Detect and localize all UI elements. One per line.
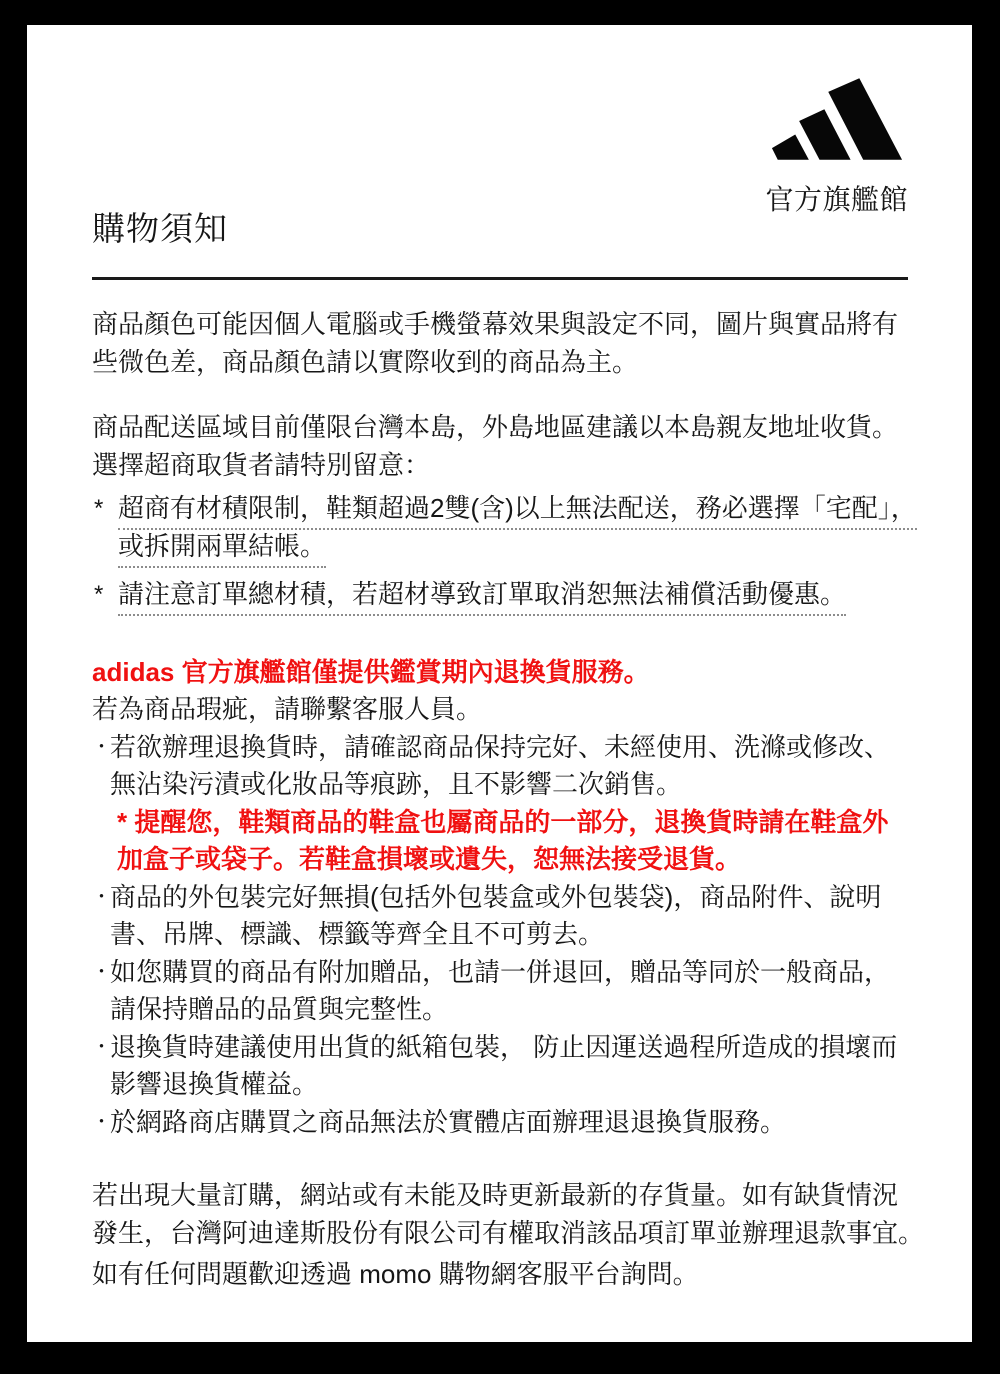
asterisk-marker: * bbox=[94, 495, 104, 522]
defect-contact-line: 若為商品瑕疵，請聯繫客服人員。 bbox=[92, 694, 483, 724]
page-title: 購物須知 bbox=[92, 210, 228, 247]
contact-channel-paragraph: 如有任何問題歡迎透過 momo 購物網客服平台詢問。 bbox=[92, 1259, 699, 1289]
title-divider bbox=[92, 277, 908, 280]
adidas-logo bbox=[770, 77, 904, 162]
notice-body bbox=[92, 306, 925, 1294]
carton-packing-bullet: ・ 退換貨時建議使用出貨的紙箱包裝， 防止因運送過程所造成的損壞而 影響退換貨權益。 bbox=[92, 1029, 908, 1104]
bullet-marker: ・ bbox=[92, 886, 112, 908]
shipping-paragraph: 商品配送區域目前僅限台灣本島，外島地區建議以本島親友地址收貨。 選擇超商取貨者請特別留意： * 超商有材積限制，鞋類超過2雙(含)以上無法配送，務必選擇「宅配」， 或拆開兩單結帳。 * 請注意訂單總材積，若超材導致訂單取消恕無法補償活動優惠。 bbox=[92, 409, 908, 614]
bullet-marker: ・ bbox=[92, 961, 112, 983]
store-label: 官方旗艦館 bbox=[765, 184, 908, 215]
cvs-limit-note: * 超商有材積限制，鞋類超過2雙(含)以上無法配送，務必選擇「宅配」， 或拆開兩單結帳。 bbox=[92, 490, 908, 565]
bullet-marker: ・ bbox=[92, 1036, 112, 1058]
asterisk-marker: * bbox=[94, 581, 104, 608]
return-condition-bullet: ・ 若欲辦理退換貨時，請確認商品保持完好、未經使用、洗滌或修改、 無沾染污漬或化妝品等痕跡，且不影響二次銷售。 * 提醒您，鞋類商品的鞋盒也屬商品的一部分，退換貨時請在鞋盒外 加盒子或袋子。若鞋盒損壞或遺失，恕無法接受退貨。 bbox=[92, 729, 908, 879]
gift-return-bullet: ・ 如您購買的商品有附加贈品，也請一併退回，贈品等同於一般商品， 請保持贈品的品質與完整性。 bbox=[92, 954, 908, 1029]
bullet-marker: ・ bbox=[92, 736, 112, 758]
brand-block bbox=[765, 77, 908, 214]
stock-disclaimer-paragraph: 若出現大量訂購，網站或有未能及時更新最新的存貨量。如有缺貨情況 發生，台灣阿迪達斯股份有限公司有權取消該品項訂單並辦理退款事宜。 bbox=[92, 1180, 925, 1248]
return-policy-section bbox=[92, 654, 908, 1142]
return-policy-headline: adidas 官方旗艦館僅提供鑑賞期內退換貨服務。 bbox=[92, 656, 650, 687]
cvs-volume-note: * 請注意訂單總材積，若超材導致訂單取消恕無法補償活動優惠。 bbox=[92, 576, 908, 614]
shoebox-warning-note: * 提醒您，鞋類商品的鞋盒也屬商品的一部分，退換貨時請在鞋盒外 加盒子或袋子。若鞋盒損壞或遺失，恕無法接受退貨。 bbox=[117, 806, 889, 874]
offline-store-bullet: ・ 於網路商店購買之商品無法於實體店面辦理退退換貨服務。 bbox=[92, 1104, 908, 1142]
bullet-marker: ・ bbox=[92, 1111, 112, 1133]
notice-page bbox=[27, 25, 972, 1342]
color-disclaimer-paragraph: 商品顏色可能因個人電腦或手機螢幕效果與設定不同，圖片與實品將有 些微色差，商品顏色請以實際收到的商品為主。 bbox=[92, 309, 899, 377]
packaging-bullet: ・ 商品的外包裝完好無損(包括外包裝盒或外包裝袋)，商品附件、說明 書、吊牌、標識、標籤等齊全且不可剪去。 bbox=[92, 879, 908, 954]
